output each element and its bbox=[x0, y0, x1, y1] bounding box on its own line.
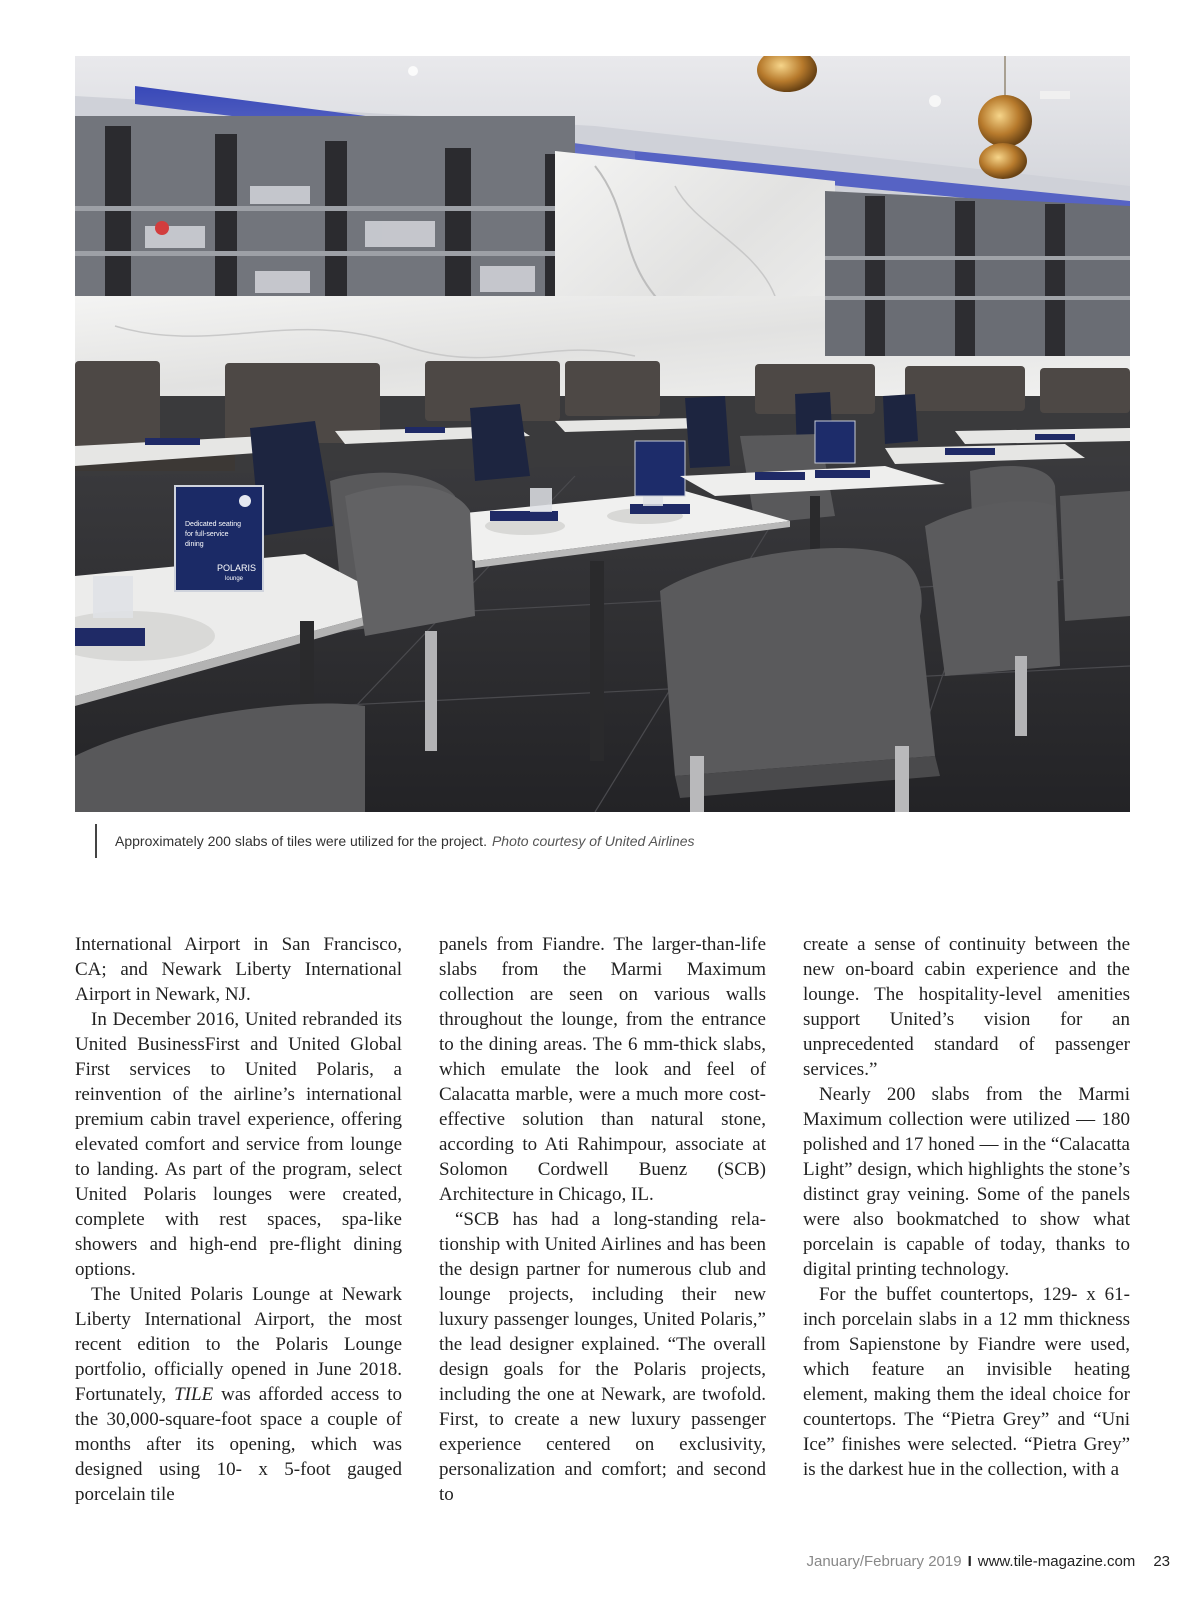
article-column-2 bbox=[439, 932, 766, 1507]
website-link[interactable]: www.tile-magazine.com bbox=[977, 1553, 1136, 1570]
article-body bbox=[75, 932, 1130, 1542]
issue-date: January/February 2019 bbox=[806, 1553, 962, 1570]
footer-separator: I bbox=[967, 1553, 972, 1570]
page-footer bbox=[806, 1553, 1170, 1570]
lounge-photo bbox=[75, 56, 1130, 812]
sign-line-3: dining bbox=[185, 541, 204, 548]
sign-line-2: for full-service bbox=[185, 531, 229, 538]
article-column-1 bbox=[75, 932, 402, 1507]
caption-text: Approximately 200 slabs of tiles were utilized for the project. bbox=[115, 833, 487, 849]
lounge-illustration bbox=[75, 56, 1130, 812]
photo-caption bbox=[95, 824, 695, 858]
photo-credit: Photo courtesy of United Airlines bbox=[491, 833, 695, 849]
page-number: 23 bbox=[1153, 1553, 1170, 1570]
paragraph: Nearly 200 slabs from the Marmi Maximum collection were utilized — 180 polished and 17 honed — in the “Calacatta Light” design, which highlights the stone’s distinct gray veining. Some of the panels were also bookmatched to show what porcelain is capable of today, thanks to digital printing technology. bbox=[803, 1084, 1130, 1280]
paragraph: International Airport in San Francisco, CA; and Newark Liberty International Airport in Newark, NJ. bbox=[75, 934, 402, 1005]
sign-line-1: Dedicated seating bbox=[185, 521, 242, 528]
sign-sub: lounge bbox=[225, 576, 244, 582]
paragraph: “SCB has had a long-standing relationship with United Airlines and has been the design partner for numerous club and lounge projects, including their new luxury passenger lounges, United Polaris,” the lead designer explained. “The overall design goals for the Polaris projects, including the one at Newark, are twofold. First, to create a new luxury passenger experience centered on exclusivity, personalization and comfort; and second to bbox=[439, 1209, 766, 1505]
paragraph: The United Polaris Lounge at Newark Liberty International Airport, the most recent edition to the Polaris Lounge portfolio, officially opened in June 2018. Fortunately, TILE was afforded access to the 30,000-square-foot space a couple of months after its opening, which was designed using 10- x 5-foot gauged porcelain tile bbox=[75, 1284, 402, 1505]
sign-logo: POLARIS bbox=[217, 563, 257, 573]
paragraph: In December 2016, United rebranded its United BusinessFirst and United Global First services to United Polaris, a reinvention of the airline’s international premium cabin travel experience, offering elevated comfort and service from lounge to landing. As part of the program, select United Polaris lounges were created, complete with rest spaces, spa-like showers and high-end pre-flight dining options. bbox=[75, 1009, 402, 1280]
paragraph: panels from Fiandre. The larger-than-life slabs from the Marmi Maximum collection are seen on various walls throughout the lounge, from the entrance to the dining areas. The 6 mm-thick slabs, which emulate the look and feel of Calacatta marble, were a much more cost-effective solution than natural stone, according to Ati Rahimpour, associate at Solomon Cordwell Buenz (SCB) Architecture in Chicago, IL. bbox=[439, 934, 766, 1205]
paragraph: create a sense of continuity between the new on-board cabin experience and the lounge. The hospitality-level amenities support United’s vision for an unprecedented standard of passenger services.” bbox=[803, 934, 1130, 1080]
magazine-name: TILE bbox=[174, 1384, 214, 1405]
paragraph: For the buffet countertops, 129- x 61-inch porcelain slabs in a 12 mm thickness from Sapienstone by Fiandre were used, which feature an invisible heating element, making them the ideal choice for countertops. The “Pietra Grey” and “Uni Ice” finishes were selected. “Pietra Grey” is the darkest hue in the collection, with a bbox=[803, 1284, 1130, 1480]
article-column-3 bbox=[803, 932, 1130, 1482]
